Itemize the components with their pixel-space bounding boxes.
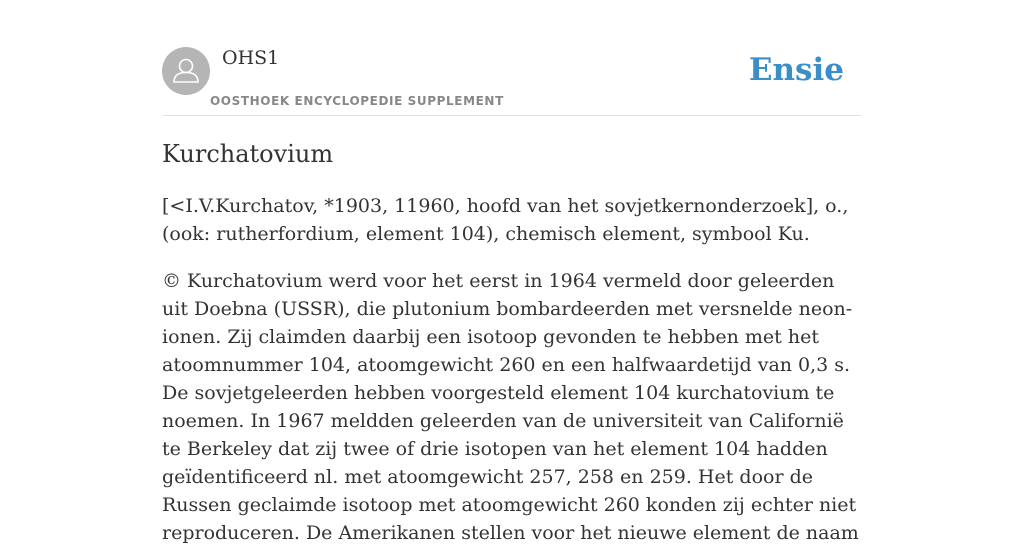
header [162, 0, 862, 116]
article-paragraph: © Kurchatovium werd voor het eerst in 1964 vermeld door geleerden uit Doebna (USSR), die plutonium bombardeerden met versnelde neon-ionen. Zij claimden daarbij een isotoop gevonden te hebben met het atoomnummer 104, atoomgewicht 260 en een halfwaardetijd van 0,3 s. De sovjetgeleerden hebben voorgesteld element 104 kurchatovium te noemen. In 1967 meldden geleerden van de universiteit van Californië te Berkeley dat zij twee of drie isotopen van het element 104 hadden geïdentificeerd nl. met atoomgewicht 257, 258 en 259. Het door de Russen geclaimde isotoop met atoomgewicht 260 konden zij echter niet reproduceren. De Amerikanen stellen voor het nieuwe element de naam [162, 270, 859, 544]
ensie-logo-link[interactable]: Ensie [748, 52, 844, 88]
article-paragraph: [<I.V.Kurchatov, *1903, 11960, hoofd van het sovjetkernonderzoek], o., (ook: rutherfordium, element 104), chemisch element, symbool Ku. [162, 195, 849, 245]
source-code[interactable]: OHS1 [222, 47, 280, 69]
user-avatar-icon[interactable] [162, 47, 210, 95]
article [162, 138, 862, 547]
avatar-silhouette-icon [162, 47, 210, 95]
source-name: OOSTHOEK ENCYCLOPEDIE SUPPLEMENT [210, 94, 504, 108]
page-title: Kurchatovium [162, 140, 334, 168]
